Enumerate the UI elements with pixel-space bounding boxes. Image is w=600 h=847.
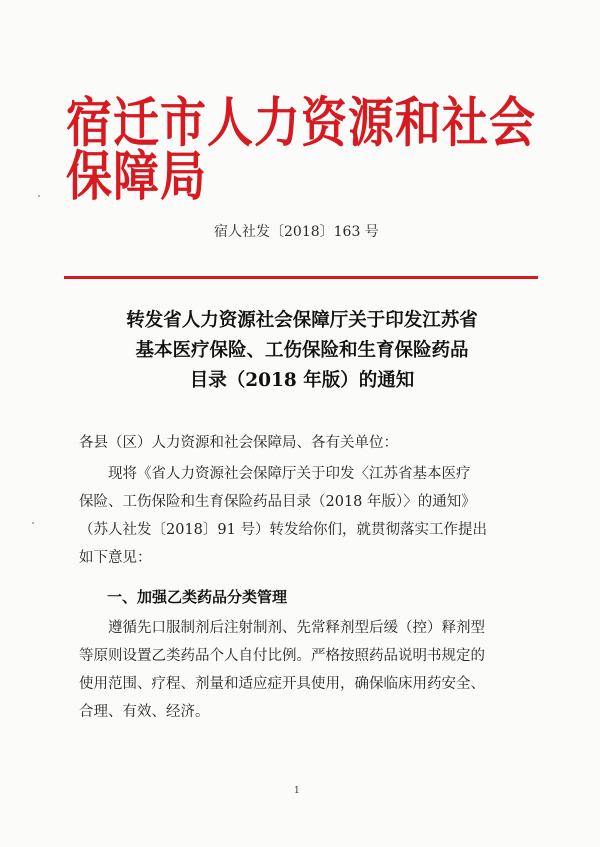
addressee-line: 各县（区）人力资源和社会保障局、各有关单位：: [79, 435, 398, 451]
paragraph-intro: [79, 460, 523, 572]
notice-title: [74, 306, 530, 396]
paragraph-line: 等原则设置乙类药品个人自付比例。严格按照药品说明书规定的: [79, 648, 485, 664]
paragraph-line: 使用范围、疗程、剂量和适应症开具使用，确保临床用药安全、: [79, 676, 485, 692]
document-number: 宿人社发〔2018〕163 号: [214, 224, 379, 240]
paragraph-line: 保险、工伤保险和生育保险药品目录（2018 年版）〉的通知》: [79, 494, 476, 510]
paragraph-line: 遵循先口服制剂后注射制剂、先常释剂型后缓（控）释剂型: [108, 620, 485, 636]
notice-title-line: 转发省人力资源社会保障厅关于印发江苏省: [126, 310, 478, 331]
scan-speck: [38, 195, 40, 197]
scan-speck: [32, 522, 34, 524]
page-number: 1: [294, 786, 300, 796]
section-heading-1: 一、加强乙类药品分类管理: [107, 588, 288, 606]
red-divider-line: [64, 276, 538, 279]
notice-title-line: 基本医疗保险、工伤保险和生育保险药品: [135, 340, 469, 361]
paragraph-line: 现将《省人力资源社会保障厅关于印发〈江苏省基本医疗: [108, 466, 471, 482]
paragraph-line: 合理、有效、经济。: [79, 704, 210, 720]
agency-header-title: 宿迁市人力资源和社会保障局: [66, 91, 536, 208]
paragraph-section-1: [79, 614, 523, 726]
paragraph-line: 如下意见：: [79, 550, 152, 566]
paragraph-line: （苏人社发〔2018〕91 号）转发给你们，就贯彻落实工作提出: [79, 522, 487, 538]
notice-title-line: 目录（2018 年版）的通知: [189, 370, 415, 391]
